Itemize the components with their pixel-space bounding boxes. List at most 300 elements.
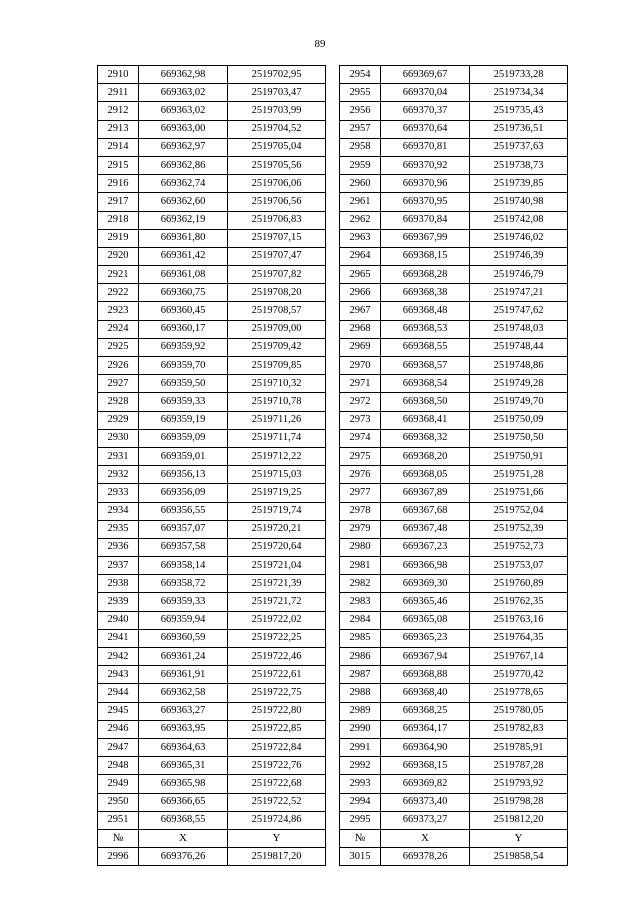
cell-x: 669363,95 bbox=[139, 720, 228, 738]
cell-n: 2912 bbox=[98, 102, 139, 120]
cell-n: 2991 bbox=[340, 738, 381, 756]
column-gap bbox=[326, 484, 340, 502]
cell-y: 2519706,56 bbox=[228, 193, 326, 211]
cell-n: 2968 bbox=[340, 320, 381, 338]
cell-n: 2943 bbox=[98, 666, 139, 684]
cell-n: 2932 bbox=[98, 466, 139, 484]
cell-y: 2519787,28 bbox=[470, 757, 568, 775]
table-row bbox=[98, 775, 568, 793]
column-gap bbox=[326, 156, 340, 174]
cell-x: 669359,01 bbox=[139, 447, 228, 465]
cell-n: 2956 bbox=[340, 102, 381, 120]
cell-n: 2961 bbox=[340, 193, 381, 211]
cell-x: 669369,67 bbox=[381, 66, 470, 84]
cell-x: 669365,23 bbox=[381, 629, 470, 647]
cell-x: 669360,45 bbox=[139, 302, 228, 320]
cell-n: 2979 bbox=[340, 520, 381, 538]
cell-y: 2519721,72 bbox=[228, 593, 326, 611]
cell-n: 2923 bbox=[98, 302, 139, 320]
cell-n: 2971 bbox=[340, 375, 381, 393]
cell-n: 2954 bbox=[340, 66, 381, 84]
cell-x: 669370,95 bbox=[381, 193, 470, 211]
cell-n: 2972 bbox=[340, 393, 381, 411]
column-gap bbox=[326, 429, 340, 447]
cell-x: 669362,98 bbox=[139, 66, 228, 84]
cell-x: 669359,09 bbox=[139, 429, 228, 447]
cell-x: 669373,40 bbox=[381, 793, 470, 811]
column-gap bbox=[326, 848, 340, 866]
column-gap bbox=[326, 466, 340, 484]
cell-n: 2917 bbox=[98, 193, 139, 211]
cell-x: 669358,72 bbox=[139, 575, 228, 593]
cell-y: 2519733,28 bbox=[470, 66, 568, 84]
table-row bbox=[98, 84, 568, 102]
column-gap bbox=[326, 811, 340, 829]
cell-x: 669367,48 bbox=[381, 520, 470, 538]
cell-n: 2950 bbox=[98, 793, 139, 811]
cell-x: 669365,98 bbox=[139, 775, 228, 793]
cell-n: 2929 bbox=[98, 411, 139, 429]
column-gap bbox=[326, 793, 340, 811]
cell-y: 2519719,25 bbox=[228, 484, 326, 502]
cell-y: 2519710,78 bbox=[228, 393, 326, 411]
cell-x: 669362,60 bbox=[139, 193, 228, 211]
cell-x: 669370,04 bbox=[381, 84, 470, 102]
cell-y: 2519750,91 bbox=[470, 447, 568, 465]
cell-x: 669370,84 bbox=[381, 211, 470, 229]
cell-n: 2978 bbox=[340, 502, 381, 520]
cell-n: 2914 bbox=[98, 138, 139, 156]
cell-y: 2519751,66 bbox=[470, 484, 568, 502]
cell-y: 2519739,85 bbox=[470, 175, 568, 193]
table-row bbox=[98, 666, 568, 684]
cell-x: 669368,38 bbox=[381, 284, 470, 302]
cell-y: 2519705,04 bbox=[228, 138, 326, 156]
cell-x: 669360,75 bbox=[139, 284, 228, 302]
column-gap bbox=[326, 357, 340, 375]
cell-y: 2519709,85 bbox=[228, 357, 326, 375]
cell-y: 2519793,92 bbox=[470, 775, 568, 793]
column-gap bbox=[326, 575, 340, 593]
cell-n: 2967 bbox=[340, 302, 381, 320]
cell-x: 669364,90 bbox=[381, 738, 470, 756]
cell-y: 2519782,83 bbox=[470, 720, 568, 738]
cell-n: 2913 bbox=[98, 120, 139, 138]
cell-x: 669359,33 bbox=[139, 393, 228, 411]
cell-n: 2973 bbox=[340, 411, 381, 429]
cell-n: 2982 bbox=[340, 575, 381, 593]
cell-y: 2519858,54 bbox=[470, 848, 568, 866]
cell-x: 669358,14 bbox=[139, 557, 228, 575]
table-row bbox=[98, 429, 568, 447]
cell-y: 2519817,20 bbox=[228, 848, 326, 866]
cell-y: 2519710,32 bbox=[228, 375, 326, 393]
column-gap bbox=[326, 247, 340, 265]
cell-y: 2519735,43 bbox=[470, 102, 568, 120]
table-row bbox=[98, 338, 568, 356]
column-gap bbox=[326, 84, 340, 102]
table-row bbox=[98, 593, 568, 611]
cell-x: 669368,50 bbox=[381, 393, 470, 411]
table-row bbox=[98, 484, 568, 502]
cell-y: 2519722,85 bbox=[228, 720, 326, 738]
cell-n: 2955 bbox=[340, 84, 381, 102]
cell-n: 2925 bbox=[98, 338, 139, 356]
header-y: Y bbox=[228, 829, 326, 847]
cell-y: 2519748,86 bbox=[470, 357, 568, 375]
cell-x: 669370,64 bbox=[381, 120, 470, 138]
cell-n: 2977 bbox=[340, 484, 381, 502]
cell-x: 669368,25 bbox=[381, 702, 470, 720]
cell-y: 2519706,83 bbox=[228, 211, 326, 229]
cell-x: 669356,09 bbox=[139, 484, 228, 502]
header-row bbox=[98, 829, 568, 847]
cell-x: 669359,50 bbox=[139, 375, 228, 393]
cell-y: 2519722,84 bbox=[228, 738, 326, 756]
cell-y: 2519734,34 bbox=[470, 84, 568, 102]
cell-x: 669368,40 bbox=[381, 684, 470, 702]
cell-y: 2519747,62 bbox=[470, 302, 568, 320]
cell-n: 2911 bbox=[98, 84, 139, 102]
cell-n: 2939 bbox=[98, 593, 139, 611]
cell-x: 669364,63 bbox=[139, 738, 228, 756]
cell-n: 2935 bbox=[98, 520, 139, 538]
cell-y: 2519721,39 bbox=[228, 575, 326, 593]
column-gap bbox=[326, 266, 340, 284]
cell-x: 669370,37 bbox=[381, 102, 470, 120]
cell-n: 2922 bbox=[98, 284, 139, 302]
cell-n: 2969 bbox=[340, 338, 381, 356]
cell-n: 2966 bbox=[340, 284, 381, 302]
cell-x: 669359,70 bbox=[139, 357, 228, 375]
column-gap bbox=[326, 738, 340, 756]
column-gap bbox=[326, 320, 340, 338]
cell-n: 2940 bbox=[98, 611, 139, 629]
cell-n: 2920 bbox=[98, 247, 139, 265]
cell-x: 669376,26 bbox=[139, 848, 228, 866]
cell-x: 669363,02 bbox=[139, 102, 228, 120]
table-row bbox=[98, 502, 568, 520]
cell-x: 669363,02 bbox=[139, 84, 228, 102]
cell-x: 669368,28 bbox=[381, 266, 470, 284]
cell-n: 2970 bbox=[340, 357, 381, 375]
cell-x: 669362,86 bbox=[139, 156, 228, 174]
cell-y: 2519736,51 bbox=[470, 120, 568, 138]
cell-n: 2921 bbox=[98, 266, 139, 284]
table-row bbox=[98, 466, 568, 484]
cell-y: 2519724,86 bbox=[228, 811, 326, 829]
cell-x: 669368,32 bbox=[381, 429, 470, 447]
cell-x: 669361,24 bbox=[139, 648, 228, 666]
cell-y: 2519812,20 bbox=[470, 811, 568, 829]
cell-y: 2519722,76 bbox=[228, 757, 326, 775]
cell-n: 2987 bbox=[340, 666, 381, 684]
table-row bbox=[98, 447, 568, 465]
cell-y: 2519704,52 bbox=[228, 120, 326, 138]
cell-y: 2519748,03 bbox=[470, 320, 568, 338]
cell-x: 669370,92 bbox=[381, 156, 470, 174]
cell-y: 2519719,74 bbox=[228, 502, 326, 520]
column-gap bbox=[326, 829, 340, 847]
table-row bbox=[98, 702, 568, 720]
cell-n: 2976 bbox=[340, 466, 381, 484]
cell-n: 2951 bbox=[98, 811, 139, 829]
cell-x: 669362,74 bbox=[139, 175, 228, 193]
cell-n: 2993 bbox=[340, 775, 381, 793]
cell-y: 2519752,39 bbox=[470, 520, 568, 538]
cell-y: 2519722,80 bbox=[228, 702, 326, 720]
cell-x: 669365,08 bbox=[381, 611, 470, 629]
table-row bbox=[98, 684, 568, 702]
cell-y: 2519751,28 bbox=[470, 466, 568, 484]
column-gap bbox=[326, 66, 340, 84]
cell-y: 2519720,21 bbox=[228, 520, 326, 538]
cell-n: 2936 bbox=[98, 538, 139, 556]
cell-y: 2519746,39 bbox=[470, 247, 568, 265]
cell-y: 2519703,47 bbox=[228, 84, 326, 102]
cell-y: 2519709,42 bbox=[228, 338, 326, 356]
column-gap bbox=[326, 338, 340, 356]
column-gap bbox=[326, 648, 340, 666]
cell-y: 2519749,70 bbox=[470, 393, 568, 411]
column-gap bbox=[326, 520, 340, 538]
cell-y: 2519740,98 bbox=[470, 193, 568, 211]
column-gap bbox=[326, 720, 340, 738]
column-gap bbox=[326, 557, 340, 575]
cell-n: 2933 bbox=[98, 484, 139, 502]
header-x: X bbox=[381, 829, 470, 847]
cell-x: 669368,05 bbox=[381, 466, 470, 484]
column-gap bbox=[326, 684, 340, 702]
cell-x: 669363,00 bbox=[139, 120, 228, 138]
column-gap bbox=[326, 284, 340, 302]
cell-y: 2519746,02 bbox=[470, 229, 568, 247]
column-gap bbox=[326, 611, 340, 629]
cell-n: 2937 bbox=[98, 557, 139, 575]
cell-y: 2519738,73 bbox=[470, 156, 568, 174]
cell-y: 2519780,05 bbox=[470, 702, 568, 720]
cell-n: 2988 bbox=[340, 684, 381, 702]
cell-n: 2992 bbox=[340, 757, 381, 775]
cell-n: 2944 bbox=[98, 684, 139, 702]
cell-n: 2994 bbox=[340, 793, 381, 811]
cell-x: 669362,19 bbox=[139, 211, 228, 229]
table-row bbox=[98, 557, 568, 575]
table-row bbox=[98, 720, 568, 738]
cell-y: 2519707,82 bbox=[228, 266, 326, 284]
column-gap bbox=[326, 102, 340, 120]
table-row bbox=[98, 120, 568, 138]
column-gap bbox=[326, 138, 340, 156]
cell-y: 2519721,04 bbox=[228, 557, 326, 575]
table-row bbox=[98, 320, 568, 338]
table-row bbox=[98, 811, 568, 829]
column-gap bbox=[326, 375, 340, 393]
cell-y: 2519760,89 bbox=[470, 575, 568, 593]
cell-y: 2519707,47 bbox=[228, 247, 326, 265]
cell-x: 669368,55 bbox=[381, 338, 470, 356]
cell-x: 669368,54 bbox=[381, 375, 470, 393]
cell-y: 2519722,52 bbox=[228, 793, 326, 811]
cell-y: 2519706,06 bbox=[228, 175, 326, 193]
cell-n: 2959 bbox=[340, 156, 381, 174]
cell-y: 2519722,25 bbox=[228, 629, 326, 647]
table-row bbox=[98, 393, 568, 411]
column-gap bbox=[326, 302, 340, 320]
cell-n: 2916 bbox=[98, 175, 139, 193]
cell-n: 2985 bbox=[340, 629, 381, 647]
cell-y: 2519762,35 bbox=[470, 593, 568, 611]
coordinates-table-body bbox=[98, 66, 568, 866]
cell-n: 2919 bbox=[98, 229, 139, 247]
table-row bbox=[98, 156, 568, 174]
cell-y: 2519722,68 bbox=[228, 775, 326, 793]
cell-n: 2958 bbox=[340, 138, 381, 156]
table-row bbox=[98, 520, 568, 538]
table-row bbox=[98, 266, 568, 284]
cell-x: 669364,17 bbox=[381, 720, 470, 738]
cell-x: 669368,57 bbox=[381, 357, 470, 375]
cell-n: 2941 bbox=[98, 629, 139, 647]
cell-y: 2519778,65 bbox=[470, 684, 568, 702]
column-gap bbox=[326, 193, 340, 211]
cell-x: 669357,07 bbox=[139, 520, 228, 538]
cell-n: 2946 bbox=[98, 720, 139, 738]
cell-y: 2519785,91 bbox=[470, 738, 568, 756]
header-y: Y bbox=[470, 829, 568, 847]
cell-x: 669368,48 bbox=[381, 302, 470, 320]
column-gap bbox=[326, 757, 340, 775]
cell-n: 2915 bbox=[98, 156, 139, 174]
cell-x: 669365,31 bbox=[139, 757, 228, 775]
column-gap bbox=[326, 120, 340, 138]
cell-y: 2519720,64 bbox=[228, 538, 326, 556]
cell-x: 669359,94 bbox=[139, 611, 228, 629]
table-row bbox=[98, 247, 568, 265]
cell-y: 2519753,07 bbox=[470, 557, 568, 575]
cell-x: 669360,17 bbox=[139, 320, 228, 338]
cell-y: 2519737,63 bbox=[470, 138, 568, 156]
cell-x: 669367,23 bbox=[381, 538, 470, 556]
table-row bbox=[98, 848, 568, 866]
cell-x: 669378,26 bbox=[381, 848, 470, 866]
cell-n: 2918 bbox=[98, 211, 139, 229]
cell-n: 2949 bbox=[98, 775, 139, 793]
cell-x: 669369,82 bbox=[381, 775, 470, 793]
header-n: № bbox=[340, 829, 381, 847]
table-row bbox=[98, 193, 568, 211]
cell-y: 2519742,08 bbox=[470, 211, 568, 229]
cell-n: 2960 bbox=[340, 175, 381, 193]
cell-x: 669361,91 bbox=[139, 666, 228, 684]
table-row bbox=[98, 793, 568, 811]
cell-x: 669368,55 bbox=[139, 811, 228, 829]
column-gap bbox=[326, 211, 340, 229]
table-row bbox=[98, 138, 568, 156]
table-row bbox=[98, 175, 568, 193]
column-gap bbox=[326, 229, 340, 247]
cell-x: 669370,81 bbox=[381, 138, 470, 156]
cell-y: 2519722,61 bbox=[228, 666, 326, 684]
cell-n: 2995 bbox=[340, 811, 381, 829]
cell-y: 2519702,95 bbox=[228, 66, 326, 84]
cell-x: 669361,80 bbox=[139, 229, 228, 247]
cell-x: 669363,27 bbox=[139, 702, 228, 720]
cell-y: 2519746,79 bbox=[470, 266, 568, 284]
column-gap bbox=[326, 175, 340, 193]
cell-n: 2981 bbox=[340, 557, 381, 575]
table-row bbox=[98, 538, 568, 556]
table-row bbox=[98, 611, 568, 629]
cell-y: 2519752,04 bbox=[470, 502, 568, 520]
cell-y: 2519752,73 bbox=[470, 538, 568, 556]
cell-n: 2974 bbox=[340, 429, 381, 447]
cell-y: 2519767,14 bbox=[470, 648, 568, 666]
cell-x: 669357,58 bbox=[139, 538, 228, 556]
cell-n: 2990 bbox=[340, 720, 381, 738]
cell-n: 2983 bbox=[340, 593, 381, 611]
header-x: X bbox=[139, 829, 228, 847]
column-gap bbox=[326, 411, 340, 429]
table-row bbox=[98, 66, 568, 84]
cell-x: 669366,98 bbox=[381, 557, 470, 575]
cell-n: 2989 bbox=[340, 702, 381, 720]
cell-n: 2928 bbox=[98, 393, 139, 411]
cell-x: 669368,88 bbox=[381, 666, 470, 684]
cell-n: 2957 bbox=[340, 120, 381, 138]
cell-x: 669368,53 bbox=[381, 320, 470, 338]
table-row bbox=[98, 211, 568, 229]
column-gap bbox=[326, 538, 340, 556]
table-row bbox=[98, 357, 568, 375]
table-row bbox=[98, 629, 568, 647]
cell-y: 2519712,22 bbox=[228, 447, 326, 465]
cell-n: 2963 bbox=[340, 229, 381, 247]
coordinates-table bbox=[97, 65, 568, 866]
cell-y: 2519708,20 bbox=[228, 284, 326, 302]
cell-x: 669366,65 bbox=[139, 793, 228, 811]
cell-x: 669362,97 bbox=[139, 138, 228, 156]
table-row bbox=[98, 411, 568, 429]
cell-x: 669362,58 bbox=[139, 684, 228, 702]
cell-y: 2519711,74 bbox=[228, 429, 326, 447]
cell-n: 2926 bbox=[98, 357, 139, 375]
cell-y: 2519705,56 bbox=[228, 156, 326, 174]
cell-n: 2938 bbox=[98, 575, 139, 593]
cell-y: 2519750,50 bbox=[470, 429, 568, 447]
cell-n: 2965 bbox=[340, 266, 381, 284]
cell-n: 2927 bbox=[98, 375, 139, 393]
table-row bbox=[98, 757, 568, 775]
cell-y: 2519722,75 bbox=[228, 684, 326, 702]
cell-x: 669367,94 bbox=[381, 648, 470, 666]
cell-y: 2519707,15 bbox=[228, 229, 326, 247]
cell-y: 2519770,42 bbox=[470, 666, 568, 684]
cell-x: 669359,19 bbox=[139, 411, 228, 429]
cell-y: 2519703,99 bbox=[228, 102, 326, 120]
column-gap bbox=[326, 593, 340, 611]
cell-y: 2519798,28 bbox=[470, 793, 568, 811]
cell-x: 669361,42 bbox=[139, 247, 228, 265]
column-gap bbox=[326, 502, 340, 520]
cell-y: 2519764,35 bbox=[470, 629, 568, 647]
cell-y: 2519750,09 bbox=[470, 411, 568, 429]
cell-x: 669356,55 bbox=[139, 502, 228, 520]
cell-x: 669361,08 bbox=[139, 266, 228, 284]
column-gap bbox=[326, 447, 340, 465]
table-row bbox=[98, 102, 568, 120]
cell-x: 669369,30 bbox=[381, 575, 470, 593]
